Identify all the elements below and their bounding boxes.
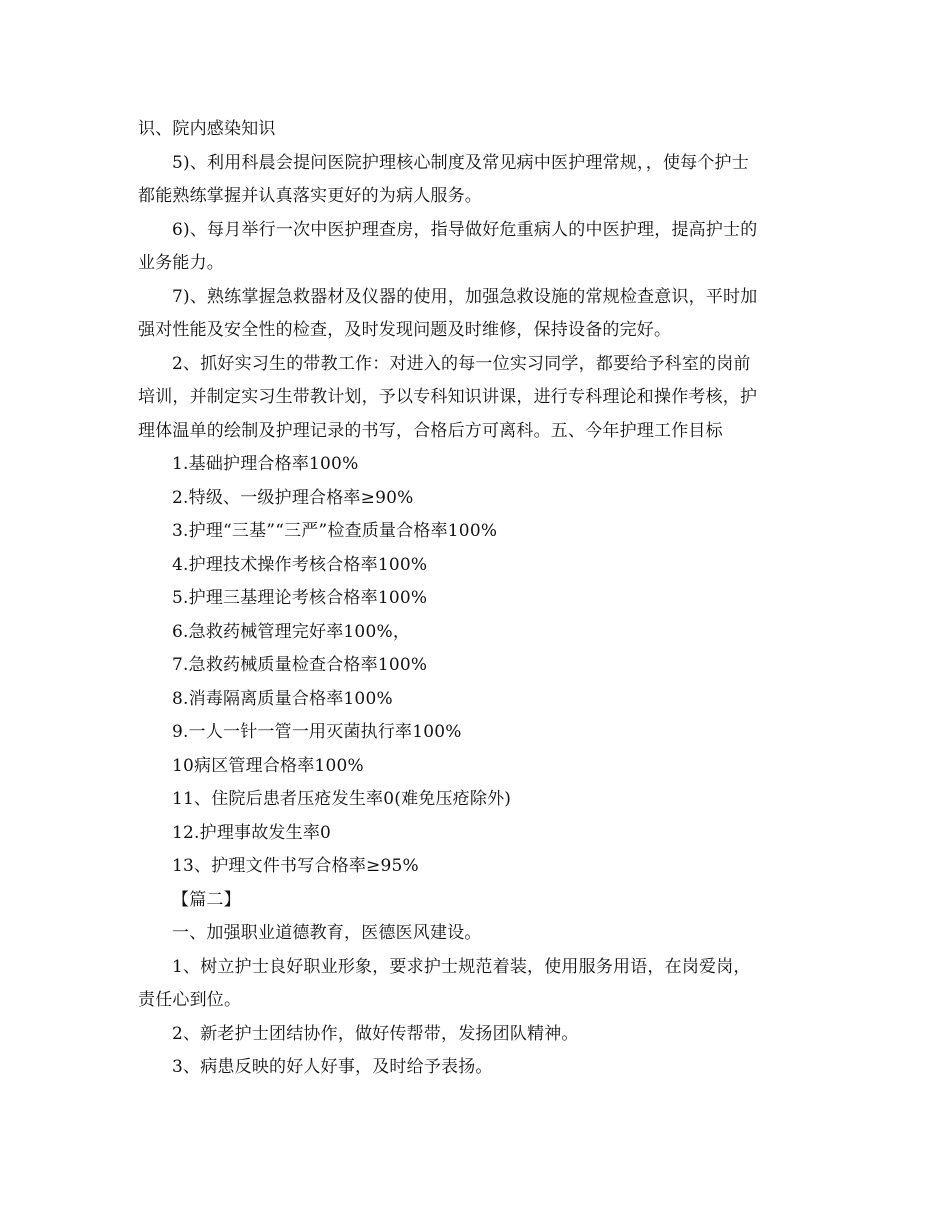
text-line: 【篇二】 bbox=[172, 889, 241, 910]
text-line: 4.护理技术操作考核合格率100% bbox=[172, 554, 428, 575]
text-line: 责任心到位。 bbox=[138, 990, 242, 1010]
text-line: 9.一人一针一管一用灭菌执行率100% bbox=[172, 722, 462, 742]
document-body bbox=[138, 113, 818, 1085]
text-line: 1、树立护士良好职业形象，要求护士规范着装，使用服务用语，在岗爱岗， bbox=[172, 956, 751, 977]
text-line: 识、院内感染知识 bbox=[138, 119, 276, 139]
text-line: 1.基础护理合格率100% bbox=[172, 454, 359, 474]
text-line: 3.护理“三基”“三严”检查质量合格率100% bbox=[172, 521, 498, 541]
text-line: 6)、每月举行一次中医护理查房，指导做好危重病人的中医护理，提高护士的 bbox=[172, 219, 758, 240]
text-line: 2、抓好实习生的带教工作：对进入的每一位实习同学，都要给予科室的岗前 bbox=[172, 353, 751, 374]
text-line: 理体温单的绘制及护理记录的书写，合格后方可离科。五、今年护理工作目标 bbox=[138, 420, 723, 441]
text-line: 6.急救药械管理完好率100%， bbox=[172, 621, 411, 642]
text-line: 2.特级、一级护理合格率≥90% bbox=[172, 487, 414, 508]
text-line: 2、新老护士团结协作，做好传帮带，发扬团队精神。 bbox=[172, 1023, 579, 1044]
text-line: 8.消毒隔离质量合格率100% bbox=[172, 688, 393, 709]
text-line: 11、住院后患者压疮发生率0(难免压疮除外) bbox=[172, 789, 512, 809]
text-line: 10病区管理合格率100% bbox=[172, 755, 364, 776]
text-line: 一、加强职业道德教育，医德医风建设。 bbox=[172, 923, 482, 943]
text-line: 业务能力。 bbox=[138, 253, 224, 273]
text-line: 7)、熟练掌握急救器材及仪器的使用，加强急救设施的常规检查意识，平时加 bbox=[172, 286, 758, 307]
text-line: 5.护理三基理论考核合格率100% bbox=[172, 588, 428, 608]
text-line: 3、病患反映的好人好事，及时给予表扬。 bbox=[172, 1057, 493, 1077]
text-line: 强对性能及安全性的检查，及时发现问题及时维修，保持设备的完好。 bbox=[138, 320, 672, 340]
text-line: 7.急救药械质量检查合格率100% bbox=[172, 655, 428, 675]
text-line: 13、护理文件书写合格率≥95% bbox=[172, 856, 419, 876]
text-line: 培训，并制定实习生带教计划，予以专科知识讲课，进行专科理论和操作考核，护 bbox=[138, 387, 758, 407]
text-line: 5)、利用科晨会提问医院护理核心制度及常见病中医护理常规，，使每个护士 bbox=[172, 152, 749, 173]
text-line: 12.护理事故发生率0 bbox=[172, 822, 332, 843]
text-line: 都能熟练掌握并认真落实更好的为病人服务。 bbox=[138, 186, 482, 206]
